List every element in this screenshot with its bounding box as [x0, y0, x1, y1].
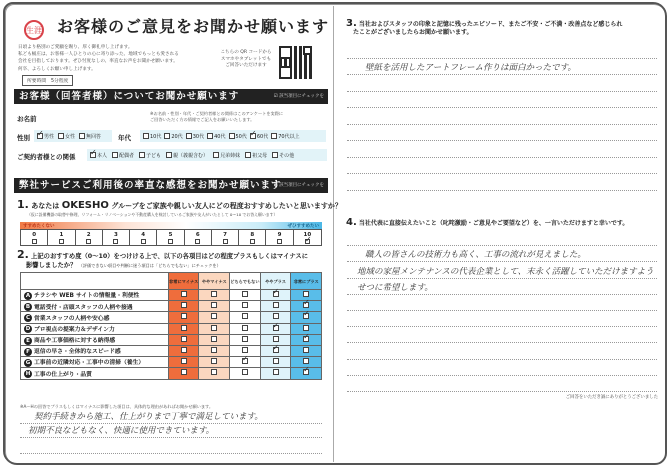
checkbox[interactable]	[32, 239, 37, 244]
checkbox[interactable]	[211, 369, 217, 375]
checkbox[interactable]	[273, 358, 279, 364]
privacy-note	[150, 111, 283, 122]
q1-post: グループをご家族や親しい友人にどの程度おすすめしたいと思いますか？	[111, 202, 342, 210]
scale-option-4[interactable]	[130, 230, 157, 245]
comment-line[interactable]	[20, 410, 322, 424]
option-label: 60代	[256, 133, 269, 140]
scale-low-label: すすめたくない	[23, 224, 55, 229]
q2-title	[17, 250, 308, 270]
checkbox[interactable]	[143, 133, 149, 139]
checkbox[interactable]	[303, 291, 309, 297]
q4-answer-area[interactable]	[347, 230, 657, 392]
checkbox[interactable]	[277, 239, 282, 244]
item-label-text: プロ視点の提案力＆デザイン力	[34, 326, 115, 333]
handwritten-answer: 職人の皆さんの技術力も高く、工事の流れが見えました。	[365, 250, 586, 261]
section-title: お客様（回答者様）についてお聞かせ願います	[19, 91, 240, 102]
q1-pre: あなたは	[31, 202, 60, 210]
checkbox[interactable]	[242, 369, 248, 375]
answer-line[interactable]	[347, 295, 657, 311]
rating-cell[interactable]	[291, 345, 322, 356]
checkbox[interactable]	[250, 239, 255, 244]
checkbox[interactable]	[305, 239, 310, 244]
checkbox[interactable]	[271, 133, 277, 139]
rating-item-label	[21, 301, 169, 312]
relation-option-sibling[interactable]	[213, 152, 240, 159]
checkbox[interactable]	[211, 291, 217, 297]
scale-value: 6	[195, 231, 200, 238]
item-letter-badge: A	[25, 292, 31, 299]
item-letter-badge: D	[25, 326, 31, 333]
item-label-text: チラシや WEB サイトの情報量・利便性	[34, 293, 140, 300]
rating-cell[interactable]	[230, 301, 261, 312]
handwritten-answer: 地域の家屋メンテナンスの代表企業として、末永く活躍していただけますよう	[357, 266, 654, 277]
handwritten-comment: 初期不良などもなく、快適に使用できています。	[28, 426, 215, 436]
checkbox[interactable]	[168, 239, 173, 244]
privacy-note-line: ご回答いただく方の情報でご記入をお願いいたします。	[150, 116, 255, 122]
rating-cell[interactable]	[230, 334, 261, 345]
item-letter-badge: G	[25, 359, 31, 366]
scale-option-10[interactable]	[294, 230, 321, 245]
checkbox[interactable]	[245, 152, 251, 158]
name-label: お名前	[17, 115, 37, 123]
checkbox[interactable]	[207, 133, 213, 139]
checkbox[interactable]	[242, 336, 248, 342]
rating-cell[interactable]	[199, 368, 230, 379]
rating-item-label	[21, 368, 169, 379]
relation-option-child[interactable]	[139, 152, 161, 159]
column-divider	[333, 6, 334, 462]
checkbox[interactable]	[58, 133, 64, 139]
rating-cell[interactable]	[168, 323, 199, 334]
age-option-50s[interactable]	[229, 133, 247, 140]
scale-option-6[interactable]	[185, 230, 212, 245]
age-option-70plus[interactable]	[271, 133, 299, 140]
checkbox[interactable]	[273, 369, 279, 375]
privacy-note-line: ※お名前・性別・年代・ご契約者様との関係はこのアンケートを実際に	[150, 111, 284, 116]
col-slightly-negative: ややマイナス	[199, 273, 230, 290]
rating-cell[interactable]	[230, 312, 261, 323]
relation-options	[87, 149, 327, 161]
rating-cell[interactable]	[168, 357, 199, 368]
checkbox[interactable]	[37, 133, 43, 139]
brand-name: OKESHO	[61, 200, 109, 211]
checkbox[interactable]	[211, 325, 217, 331]
rating-cell[interactable]	[260, 357, 291, 368]
checkbox[interactable]	[250, 133, 256, 139]
rating-cell[interactable]	[230, 357, 261, 368]
answer-line[interactable]	[347, 158, 657, 175]
item-label-text: 工事の仕上がり・品質	[34, 371, 92, 378]
gender-option-male[interactable]	[37, 133, 54, 140]
checkbox[interactable]	[273, 347, 279, 353]
age-option-30s[interactable]	[186, 133, 204, 140]
form-title: お客様のご意見をお聞かせ願います	[57, 17, 330, 36]
qr-caption	[214, 50, 278, 70]
relation-option-other[interactable]	[272, 152, 294, 159]
scale-option-0[interactable]	[21, 230, 48, 245]
answer-line[interactable]	[347, 174, 657, 191]
checkbox[interactable]	[273, 336, 279, 342]
rating-item-label	[21, 323, 169, 334]
age-option-10s[interactable]	[143, 133, 161, 140]
item-label-text: 工事前の近隣対応・工事中の清掃（養生）	[34, 360, 145, 367]
checkbox[interactable]	[273, 302, 279, 308]
q2-footnote: ※A〜Hの回答でプラスもしくはマイナスに影響した項目は、具体的な理由があればお聞かせ願います。	[20, 404, 214, 409]
recommend-scale	[20, 229, 322, 246]
checkbox[interactable]	[213, 152, 219, 158]
intro-line: 何卒、よろしくお願い申し上げます。	[18, 66, 96, 72]
answer-line[interactable]	[347, 59, 657, 76]
checkbox[interactable]	[181, 291, 187, 297]
rating-cell[interactable]	[168, 334, 199, 345]
answer-line[interactable]	[347, 246, 657, 262]
rating-item-label	[21, 357, 169, 368]
q4-text: 当社代表に直接伝えたいこと（叱咤激励・ご意見やご要望など）を、一言いただけますと幸いです。	[358, 220, 629, 227]
rating-item-label	[21, 345, 169, 356]
option-label: 男性	[44, 133, 55, 140]
scale-option-3[interactable]	[103, 230, 130, 245]
relation-label: ご契約者様との関係	[17, 153, 76, 161]
handwritten-answer: 壁紙を活用したアートフレーム作りは面白かったです。	[365, 63, 576, 73]
gender-option-female[interactable]	[58, 133, 75, 140]
scale-value: 2	[86, 231, 91, 238]
checkbox[interactable]	[166, 152, 172, 158]
rating-item-label	[21, 290, 169, 301]
checkbox[interactable]	[303, 313, 309, 319]
rating-cell[interactable]	[199, 301, 230, 312]
checkbox[interactable]	[303, 336, 309, 342]
option-label: 祖父母	[252, 152, 268, 159]
checkbox[interactable]	[242, 347, 248, 353]
col-slightly-positive: ややプラス	[260, 273, 291, 290]
checkbox[interactable]	[242, 358, 248, 364]
check-hint: ☑ 該当項目にチェックを	[273, 183, 324, 188]
intro-line: 私ども桶庄は、お客様一人ひとりの心に寄り添った、地域でもっとも愛される	[18, 52, 179, 58]
scale-value: 1	[59, 231, 64, 238]
intro-text	[18, 44, 218, 73]
rating-cell[interactable]	[230, 368, 261, 379]
qr-caption-line: スマホやタブレットでも	[220, 56, 272, 62]
rating-cell[interactable]	[168, 312, 199, 323]
q2-subtext: （評価できない項目や判断に迷う項目は「どちらでもない」にチェックを）	[78, 263, 221, 268]
checkbox[interactable]	[272, 152, 278, 158]
checkbox[interactable]	[112, 152, 118, 158]
rating-row-h	[21, 368, 322, 379]
rating-cell[interactable]	[199, 290, 230, 301]
check-hint: ☑ 該当項目にチェックを	[273, 94, 324, 99]
thanks-message: ご回答をいただき誠にありがとうございました	[565, 395, 658, 400]
intro-line: 会社を目指しております。ぜひ忖度なしの、率直なお声をお聞かせ願います。	[18, 59, 178, 65]
item-letter-badge: C	[25, 315, 31, 322]
checkbox[interactable]	[59, 239, 64, 244]
item-letter-badge: E	[24, 337, 32, 345]
time-required-badge: 所要時間 5分程度	[22, 75, 73, 86]
checkbox[interactable]	[273, 291, 279, 297]
answer-line[interactable]	[347, 75, 657, 92]
recommend-scale-bar	[20, 222, 322, 229]
rating-cell[interactable]	[168, 368, 199, 379]
q1-subtext: （仮に設備機器の取替や修理、リフォーム・リノベーションや不動産購入を検討しているご家族や友人がいたとして 0〜10 でお答え願います）	[27, 212, 278, 217]
scale-high-label: ぜひすすめたい	[287, 224, 319, 229]
answer-line[interactable]	[347, 343, 657, 359]
qr-caption-line: ご回答いただけます	[225, 63, 267, 68]
item-letter-badge: F	[24, 348, 32, 356]
checkbox[interactable]	[164, 133, 170, 139]
rating-cell[interactable]	[199, 312, 230, 323]
rating-row-g	[21, 357, 322, 368]
q4-title	[346, 219, 658, 228]
checkbox[interactable]	[211, 347, 217, 353]
answer-line[interactable]	[347, 230, 657, 246]
q3-title	[346, 20, 658, 37]
checkbox[interactable]	[211, 313, 217, 319]
q3-text-line: 当社およびスタッフの印象と記憶に残ったエピソード、またご不安・ご不満・改善点など感じられ	[358, 21, 623, 28]
rating-cell[interactable]	[199, 334, 230, 345]
impressions-section-header	[14, 178, 328, 193]
rating-row-d	[21, 323, 322, 334]
checkbox[interactable]	[79, 133, 85, 139]
option-label: 10代	[150, 133, 162, 140]
q2-comment-area[interactable]	[20, 410, 322, 454]
answer-line[interactable]	[347, 262, 657, 278]
item-letter-badge: B	[25, 304, 31, 311]
checkbox[interactable]	[273, 313, 279, 319]
checkbox[interactable]	[303, 302, 309, 308]
answer-line[interactable]	[347, 125, 657, 142]
stamp-logo: 生涯	[24, 20, 44, 40]
option-label: 70代以上	[278, 133, 300, 140]
rating-cell[interactable]	[260, 290, 291, 301]
checkbox[interactable]	[181, 369, 187, 375]
col-very-positive: 非常にプラス	[291, 273, 322, 290]
rating-cell[interactable]	[291, 368, 322, 379]
checkbox[interactable]	[181, 325, 187, 331]
checkbox[interactable]	[181, 336, 187, 342]
checkbox[interactable]	[211, 358, 217, 364]
rating-item-label	[21, 334, 169, 345]
option-label: 20代	[171, 133, 183, 140]
scale-option-5[interactable]	[157, 230, 184, 245]
checkbox[interactable]	[242, 302, 248, 308]
rating-cell[interactable]	[260, 345, 291, 356]
rating-cell[interactable]	[199, 323, 230, 334]
option-label: 30代	[192, 133, 205, 140]
rating-cell[interactable]	[291, 334, 322, 345]
checkbox[interactable]	[181, 302, 187, 308]
answer-line[interactable]	[347, 141, 657, 158]
option-label: 50代	[235, 133, 247, 140]
scale-option-1[interactable]	[48, 230, 75, 245]
rating-cell[interactable]	[230, 290, 261, 301]
gender-options	[34, 130, 112, 142]
checkbox[interactable]	[223, 239, 228, 244]
scale-value: 4	[141, 231, 146, 238]
rating-cell[interactable]	[168, 290, 199, 301]
option-label: 本人	[97, 152, 108, 159]
option-label: 40代	[214, 133, 226, 140]
age-options	[140, 130, 326, 142]
relation-option-spouse[interactable]	[112, 152, 134, 159]
rating-cell[interactable]	[260, 368, 291, 379]
col-neutral: どちらでもない	[230, 273, 261, 290]
option-label: 兄弟姉妹	[220, 152, 241, 159]
checkbox[interactable]	[141, 239, 146, 244]
handwritten-comment: 契約手続きから施工、仕上がりまで丁寧で満足しています。	[34, 412, 263, 422]
respondent-section-header	[14, 89, 328, 104]
answer-line[interactable]	[347, 360, 657, 376]
answer-line[interactable]	[347, 311, 657, 327]
intro-line: 日頃より格別のご愛顧を賜り、厚く御礼申し上げます。	[18, 45, 133, 50]
scale-option-2[interactable]	[76, 230, 103, 245]
col-very-negative: 非常にマイナス	[168, 273, 199, 290]
checkbox[interactable]	[211, 336, 217, 342]
item-label-text: 営業スタッフの人柄や安心感	[34, 315, 110, 322]
qr-caption-line: こちらの QR コードから	[220, 50, 272, 55]
checkbox[interactable]	[303, 325, 309, 331]
age-option-40s[interactable]	[207, 133, 225, 140]
relation-option-grandparent[interactable]	[245, 152, 267, 159]
checkbox[interactable]	[181, 358, 187, 364]
q3-number: 3.	[346, 18, 357, 29]
rating-cell[interactable]	[168, 345, 199, 356]
age-option-60s[interactable]	[250, 133, 268, 140]
q2-number: 2.	[17, 248, 29, 261]
rating-item-label	[21, 312, 169, 323]
answer-line[interactable]	[347, 376, 657, 392]
q3-answer-area[interactable]	[347, 42, 657, 191]
scale-option-8[interactable]	[239, 230, 266, 245]
answer-line[interactable]	[347, 92, 657, 109]
rating-cell[interactable]	[230, 323, 261, 334]
checkbox[interactable]	[186, 133, 192, 139]
checkbox[interactable]	[195, 239, 200, 244]
checkbox[interactable]	[242, 291, 248, 297]
qr-code-icon[interactable]	[279, 46, 312, 79]
scale-value: 8	[250, 231, 255, 238]
scale-value: 3	[114, 231, 118, 238]
checkbox[interactable]	[242, 325, 248, 331]
q3-text-line: たことがございましたらお聞かせ願います。	[353, 29, 473, 36]
checkbox[interactable]	[113, 239, 118, 244]
q4-number: 4.	[346, 217, 357, 228]
rating-row-b	[21, 301, 322, 312]
checkbox[interactable]	[181, 313, 187, 319]
checkbox[interactable]	[139, 152, 145, 158]
answer-line[interactable]	[347, 42, 657, 59]
rating-cell[interactable]	[199, 345, 230, 356]
answer-line[interactable]	[347, 108, 657, 125]
checkbox[interactable]	[86, 239, 91, 244]
q2-title-line: 影響しましたか？	[26, 262, 77, 269]
checkbox[interactable]	[303, 347, 309, 353]
section-title: 弊社サービスご利用後の率直な感想をお聞かせ願います	[19, 180, 282, 191]
comment-line[interactable]	[20, 424, 322, 438]
checkbox[interactable]	[181, 347, 187, 353]
checkbox[interactable]	[229, 133, 235, 139]
checkbox[interactable]	[273, 325, 279, 331]
scale-value: 5	[168, 231, 173, 238]
rating-row-a	[21, 290, 322, 301]
rating-cell[interactable]	[199, 357, 230, 368]
gender-option-none[interactable]	[79, 133, 101, 140]
q2-title-line: 上記のおすすめ度（0〜10）をつけける上で、以下の各項目はどの程度プラスもしくはマイナスに	[31, 253, 309, 260]
rating-table	[20, 272, 322, 380]
option-label: 配偶者	[119, 152, 135, 159]
option-label: その他	[279, 152, 295, 159]
checkbox[interactable]	[242, 313, 248, 319]
scale-value: 7	[223, 231, 227, 238]
option-label: 女性	[65, 133, 76, 140]
gender-label: 性別	[17, 134, 30, 142]
rating-cell[interactable]	[291, 312, 322, 323]
header-blank	[21, 273, 169, 290]
rating-row-f	[21, 345, 322, 356]
answer-line[interactable]	[347, 327, 657, 343]
item-label-text: 返信の早さ・全体的なスピード感	[34, 349, 121, 356]
checkbox[interactable]	[303, 358, 309, 364]
relation-option-parent[interactable]	[166, 152, 208, 159]
scale-value: 0	[32, 231, 37, 238]
checkbox[interactable]	[90, 152, 96, 158]
answer-line[interactable]	[347, 279, 657, 295]
comment-line[interactable]	[20, 438, 322, 454]
relation-option-self[interactable]	[90, 152, 107, 159]
scale-value: 9	[277, 231, 282, 238]
item-label-text: 電話受付・店頭スタッフの人柄や接遇	[34, 304, 133, 311]
age-label: 年代	[118, 134, 131, 142]
age-option-20s[interactable]	[164, 133, 182, 140]
scale-option-7[interactable]	[212, 230, 239, 245]
rating-cell[interactable]	[168, 301, 199, 312]
checkbox[interactable]	[211, 302, 217, 308]
option-label: 子ども	[146, 152, 162, 159]
rating-cell[interactable]	[260, 323, 291, 334]
q1-title	[17, 198, 342, 211]
item-label-text: 商品や工事価格に対する納得感	[34, 338, 116, 345]
checkbox[interactable]	[303, 369, 309, 375]
q1-number: 1.	[17, 198, 29, 211]
handwritten-answer: せつに希望します。	[357, 282, 433, 293]
option-label: 親（義親含む）	[173, 152, 209, 159]
option-label: 無回答	[86, 133, 102, 140]
rating-cell[interactable]	[260, 301, 291, 312]
item-letter-badge: H	[25, 371, 31, 378]
scale-option-9[interactable]	[266, 230, 293, 245]
